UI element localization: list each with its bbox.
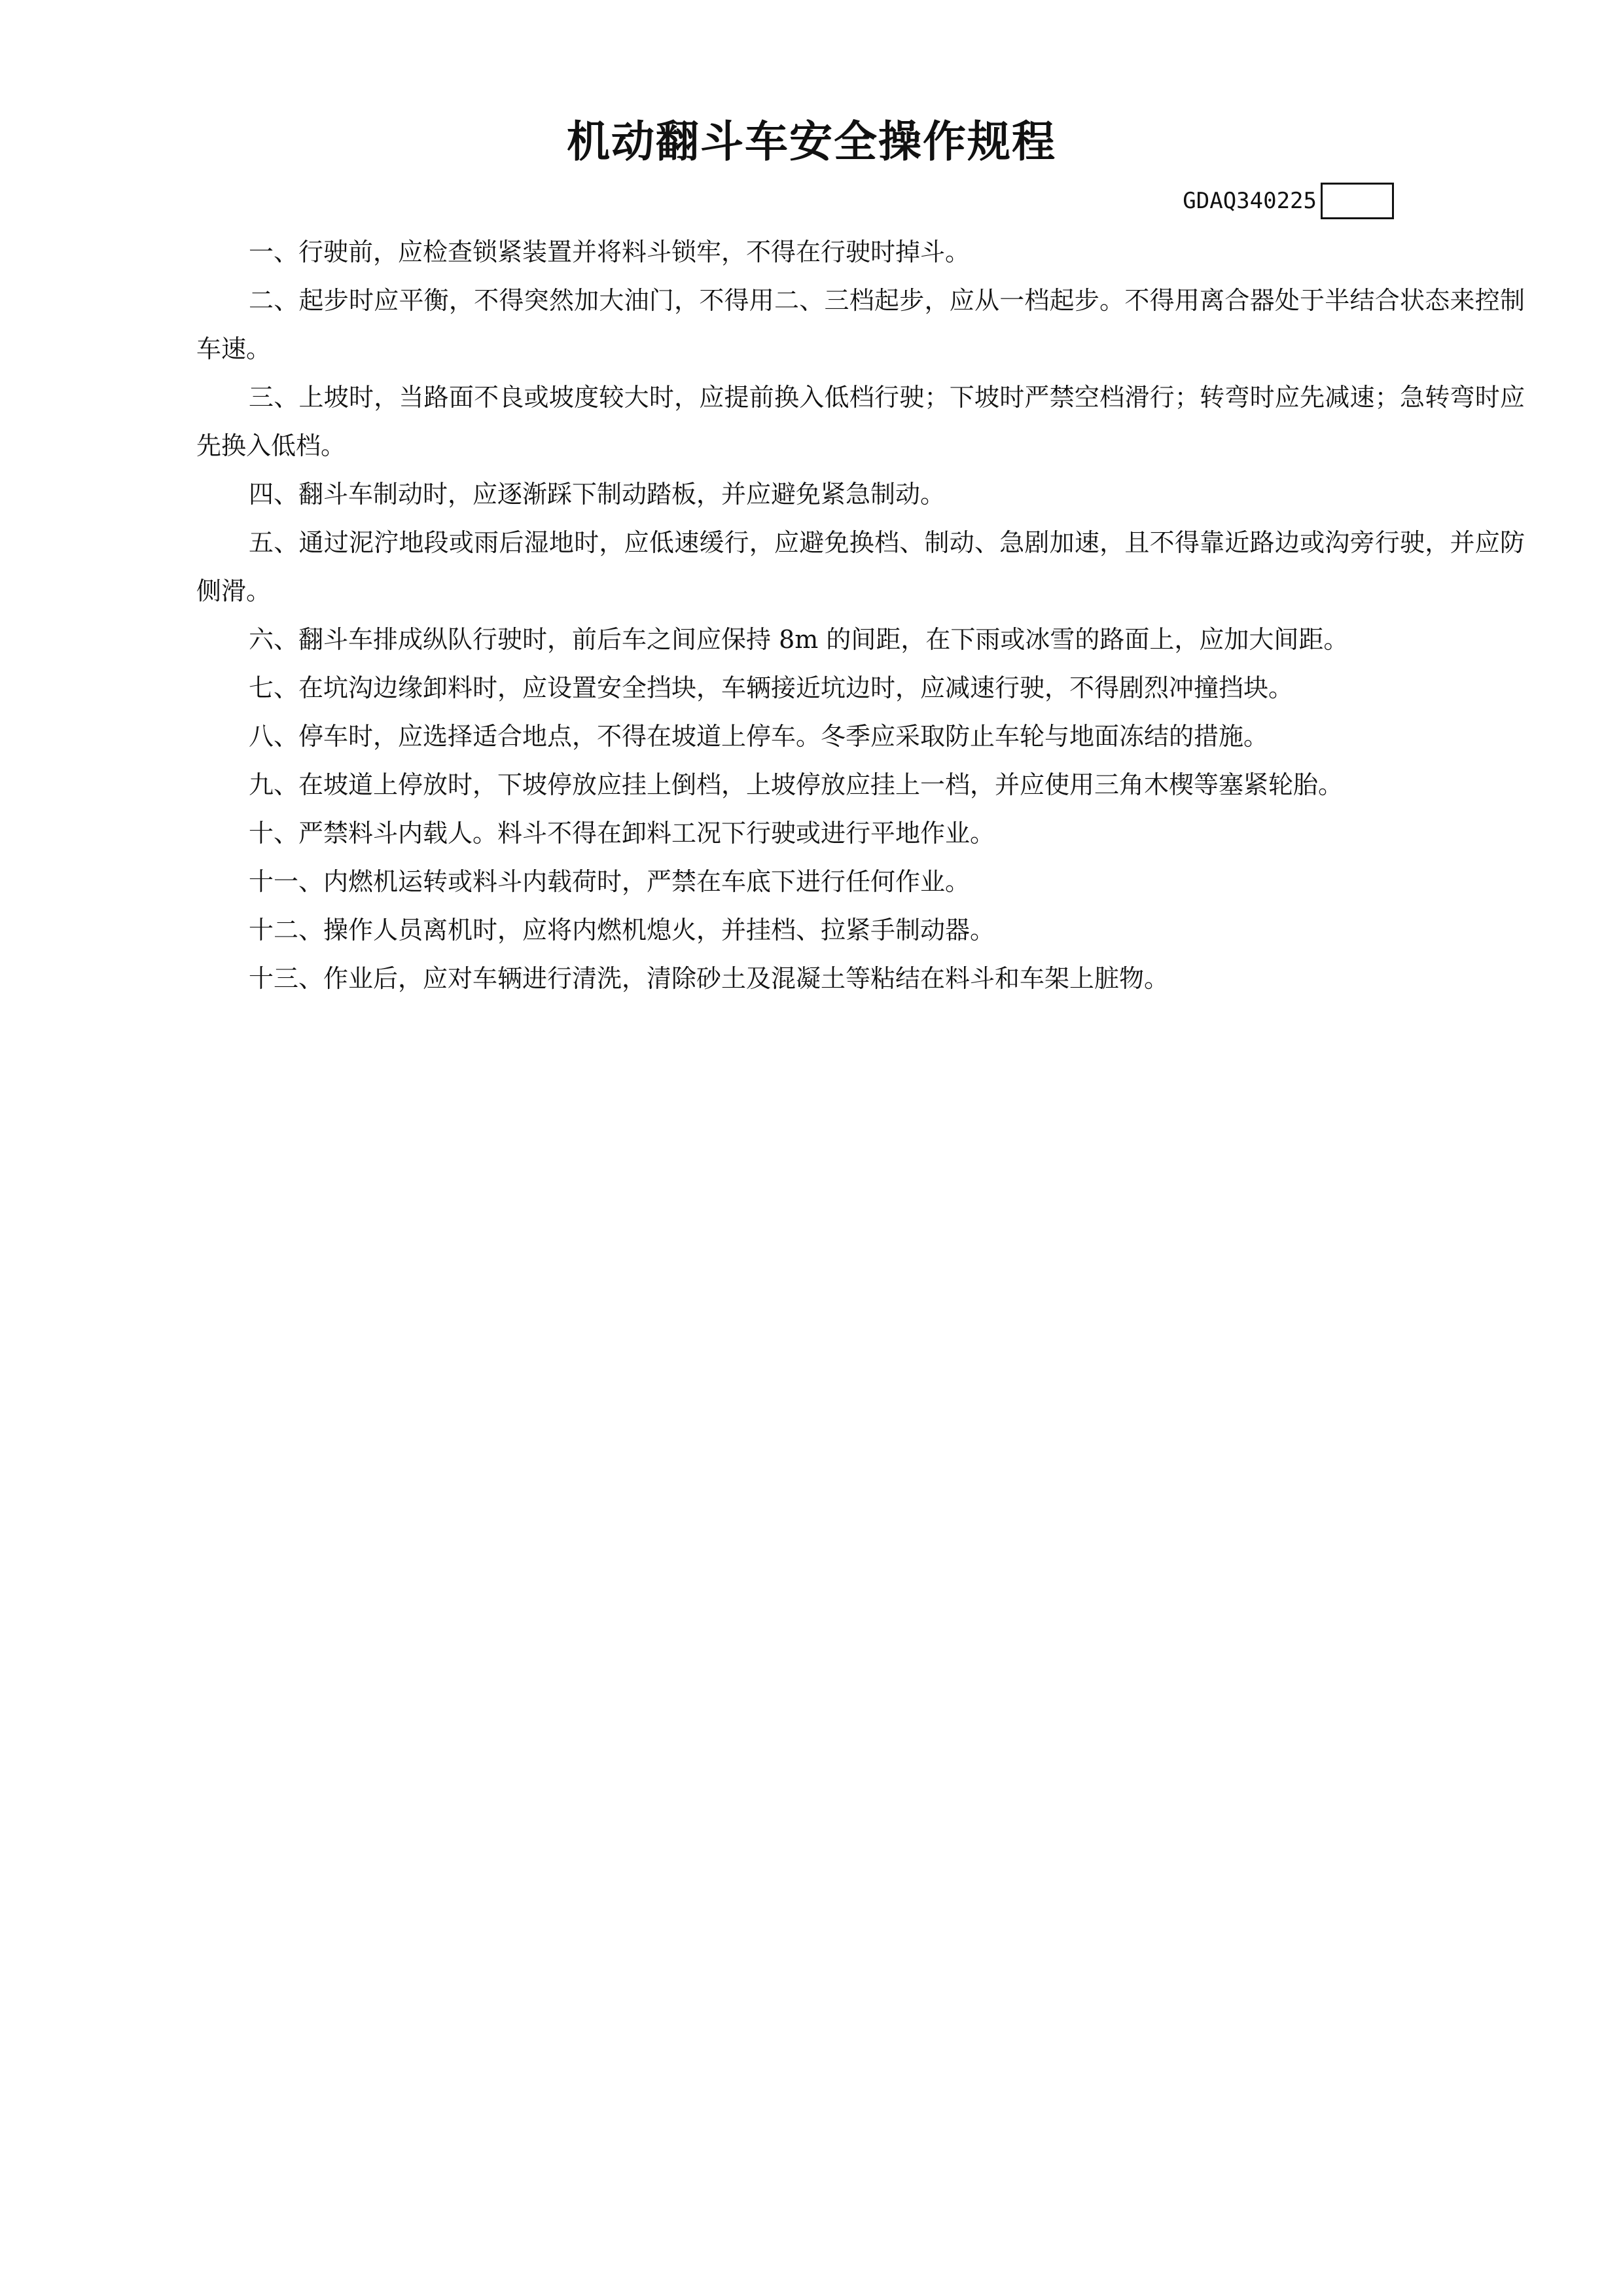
rule-item-9: 九、在坡道上停放时，下坡停放应挂上倒档，上坡停放应挂上一档，并应使用三角木楔等塞紧轮胎。 [249,770,1344,799]
rule-item-5: 五、通过泥泞地段或雨后湿地时，应低速缓行，应避免换档、制动、急剧加速，且不得靠近路边或沟旁行驶，并应防侧滑。 [196,528,1525,605]
rule-item-10: 十、严禁料斗内载人。料斗不得在卸料工况下行驶或进行平地作业。 [249,819,995,848]
document-code-row [1183,181,1394,221]
document-title: 机动翻斗车安全操作规程 [567,117,1056,167]
rule-item-4: 四、翻斗车制动时，应逐渐踩下制动踏板，并应避免紧急制动。 [249,480,946,509]
rules-list [196,228,1525,1003]
rule-item-11: 十一、内燃机运转或料斗内载荷时，严禁在车底下进行任何作业。 [249,867,971,896]
rule-item-13: 十三、作业后，应对车辆进行清洗，清除砂土及混凝土等粘结在料斗和车架上脏物。 [249,964,1169,993]
rule-item-6: 六、翻斗车排成纵队行驶时，前后车之间应保持 8m 的间距，在下雨或冰雪的路面上，应加大间距。 [249,625,1349,654]
rule-item-3: 三、上坡时，当路面不良或坡度较大时，应提前换入低档行驶；下坡时严禁空档滑行；转弯时应先减速；急转弯时应先换入低档。 [196,383,1525,460]
rule-item-8: 八、停车时，应选择适合地点，不得在坡道上停车。冬季应采取防止车轮与地面冻结的措施。 [249,722,1269,751]
rule-item-1: 一、行驶前，应检查锁紧装置并将料斗锁牢，不得在行驶时掉斗。 [249,238,971,266]
rule-item-12: 十二、操作人员离机时，应将内燃机熄火，并挂档、拉紧手制动器。 [249,916,995,944]
document-code-box [1321,183,1394,219]
rule-item-2: 二、起步时应平衡，不得突然加大油门，不得用二、三档起步，应从一档起步。不得用离合器处于半结合状态来控制车速。 [196,286,1525,363]
rule-item-7: 七、在坑沟边缘卸料时，应设置安全挡块，车辆接近坑边时，应减速行驶，不得剧烈冲撞挡块。 [249,673,1294,702]
document-code: GDAQ340225 [1183,188,1317,214]
